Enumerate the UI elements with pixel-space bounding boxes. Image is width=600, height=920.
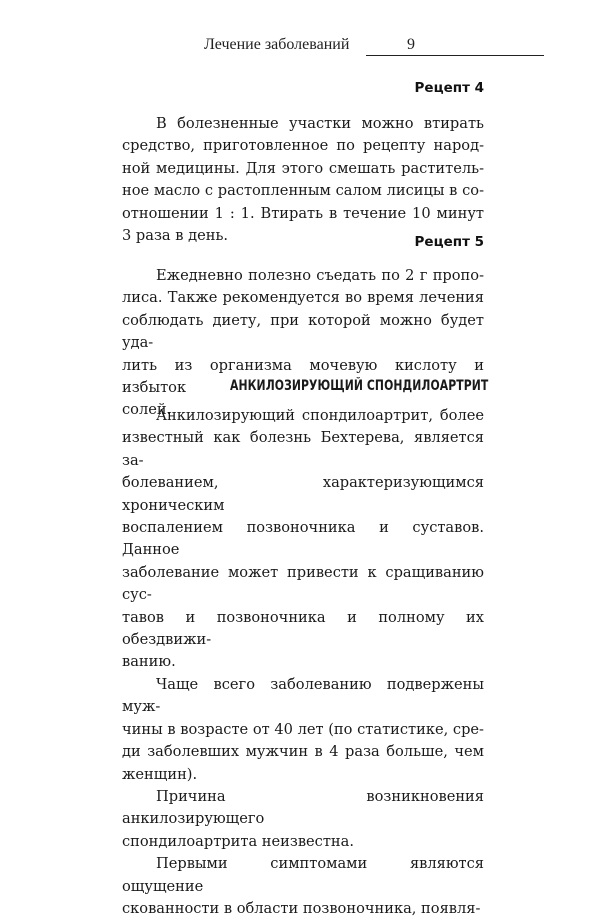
- running-header: [204, 36, 415, 54]
- text-line: отношении 1 : 1. Втирать в течение 10 минут: [122, 204, 484, 222]
- section-paragraph-1: [122, 405, 484, 674]
- recipe-4-heading: Рецепт 4: [414, 80, 484, 96]
- text-line: В болезненные участки можно втирать: [156, 115, 484, 132]
- text-line: 3 раза в день.: [122, 227, 229, 245]
- text-line: известный как болезнь Бехтерева, является за-: [122, 429, 484, 469]
- recipe-4-paragraph: [122, 113, 484, 247]
- text-line: Первыми симптомами являются ощущение: [122, 855, 484, 895]
- text-line: солей.: [122, 401, 172, 419]
- recipe-4-text: [122, 113, 484, 247]
- text-line: лиса. Также рекомендуется во время лечения: [122, 289, 484, 307]
- recipe-5-text: [122, 265, 484, 422]
- text-line: Причина возникновения анкилозирующего: [122, 787, 484, 828]
- text-line: ной медицины. Для этого смешать раститель-: [122, 159, 484, 177]
- section-body: [122, 405, 484, 920]
- text-line: средство, приготовленное по рецепту народ-: [122, 137, 484, 155]
- recipe-5-paragraph: [122, 265, 484, 422]
- recipe-5-heading: Рецепт 5: [414, 234, 484, 250]
- text-line: Чаще всего заболеванию подвержены муж-: [122, 675, 484, 716]
- text-line: женщин).: [122, 765, 198, 783]
- text-line: Ежедневно полезно съедать по 2 г пропо-: [156, 267, 484, 284]
- text-line: тавов и позвоночника и полному их обездвижи-: [122, 608, 484, 649]
- text-line: соблюдать диету, при которой можно будет уда-: [122, 311, 484, 352]
- text-line: Анкилозирующий спондилоартрит, более: [156, 407, 484, 424]
- text-line: ди заболевших мужчин в 4 раза больше, чем: [122, 743, 484, 761]
- header-rule: [366, 55, 544, 56]
- text-line: ванию.: [122, 653, 176, 671]
- text-line: воспалением позвоночника и суставов. Данное: [122, 519, 484, 559]
- text-line: скованности в области позвоночника, появля-: [122, 899, 481, 917]
- section-title: АНКИЛОЗИРУЮЩИЙ СПОНДИЛОАРТРИТ: [230, 378, 489, 394]
- section-paragraph-3: [122, 786, 484, 853]
- running-header-title: Лечение заболеваний: [204, 36, 350, 53]
- text-line: чины в возрасте от 40 лет (по статистике, сре-: [122, 720, 484, 738]
- text-line: болеванием, характеризующимся хроническим: [122, 474, 484, 514]
- section-paragraph-2: [122, 674, 484, 786]
- text-line: лить из организма мочевую кислоту и избыток: [122, 356, 484, 397]
- text-line: спондилоартрита неизвестна.: [122, 832, 354, 850]
- page-number: 9: [407, 36, 415, 53]
- text-line: ное масло с растопленным салом лисицы в со-: [122, 182, 484, 200]
- text-line: заболевание может привести к сращиванию сус-: [122, 563, 484, 604]
- section-paragraph-4: [122, 853, 484, 920]
